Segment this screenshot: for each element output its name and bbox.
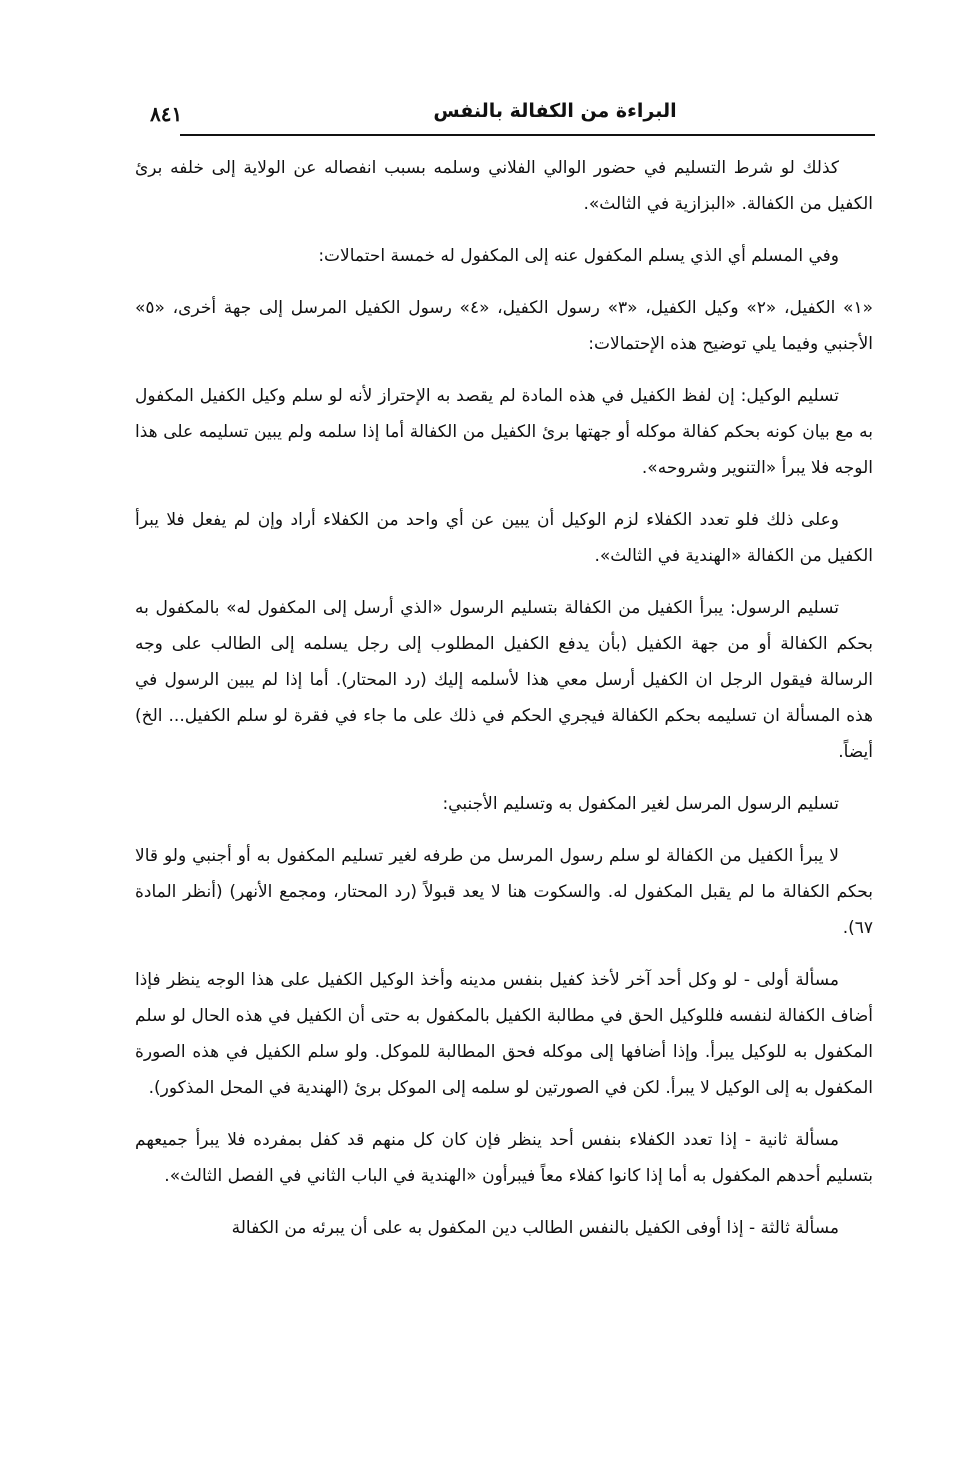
paragraph: لا يبرأ الكفيل من الكفالة لو سلم رسول المرسل من طرفه لغير تسليم المكفول به أو أجنبي ولو قالا بحكم الكفالة ما لم يقبل المكفول له. والسكوت هنا لا يعد قبولاً (رد المحتار، ومجمع الأنهر) (أنظر المادة ٦٧).	[135, 846, 873, 938]
paragraph: مسألة ثالثة - إذا أوفى الكفيل بالنفس الطالب دين المكفول به على أن يبرئه من الكفالة	[231, 1218, 839, 1238]
paragraph: وفي المسلم أي الذي يسلم المكفول عنه إلى المكفول له خمسة احتمالات:	[318, 246, 839, 266]
paragraph: مسألة أولى - لو وكل أحد آخر لأخذ كفيل بنفس مدينه وأخذ الوكيل الكفيل على هذا الوجه ينظر فإذا أضاف الكفالة لنفسه فللوكيل الحق في مطالبة الكفيل بالمكفول به حتى أن الكفيل في هذه الحال لو سلم المكفول به للوكيل يبرأ. وإذا أضافها إلى موكله فحق المطالبة للموكل. ولو سلم الكفيل في هذه الصورة المكفول به إلى الوكيل لا يبرأ. لكن في الصورتين لو سلمه إلى الموكل برئ (الهندية في المحل المذكور).	[135, 970, 873, 1098]
paragraph: كذلك لو شرط التسليم في حضور الوالي الفلاني وسلمه بسبب انفصاله عن الولاية إلى خلفه برئ الكفيل من الكفالة. «البزازية في الثالث».	[135, 158, 873, 214]
page-header	[135, 92, 875, 136]
paragraph: وعلى ذلك فلو تعدد الكفلاء لزم الوكيل أن يبين عن أي واحد من الكفلاء أراد وإن لم يفعل فلا يبرأ الكفيل من الكفالة «الهندية في الثالث».	[135, 510, 873, 566]
paragraph: تسليم الرسول: يبرأ الكفيل من الكفالة بتسليم الرسول «الذي أرسل إلى المكفول له» بالمكفول به بحكم الكفالة أو من جهة الكفيل (بأن يدفع الكفيل المطلوب إلى رجل يسلمه إلى الطالب على وجه الرسالة فيقول الرجل ان الكفيل أرسل معي هذا لأسلمه إليك (رد المحتار). أما إذا لم يبين الرسول في هذه المسألة ان تسليمه بحكم الكفالة فيجري الحكم في ذلك على ما جاء في فقرة لو سلم الكفيل... الخ) أيضاً.	[135, 598, 873, 762]
body-text	[135, 150, 873, 1260]
running-title: البراءة من الكفالة بالنفس	[433, 100, 677, 122]
paragraph: تسليم الوكيل: إن لفظ الكفيل في هذه المادة لم يقصد به الإحتراز لأنه لو سلم وكيل الكفيل المكفول به مع بيان كونه بحكم كفالة موكله أو جهتها برئ الكفيل من الكفالة أما إذا سلمه ولم يبين تسليمه على هذا الوجه فلا يبرأ «التنوير وشروحه».	[135, 386, 873, 478]
header-rule	[180, 134, 875, 136]
paragraph: «١» الكفيل، «٢» وكيل الكفيل، «٣» رسول الكفيل، «٤» رسول الكفيل المرسل إلى جهة أخرى، «٥» الأجنبي وفيما يلي توضيح هذه الإحتمالات:	[135, 298, 873, 354]
paragraph: مسألة ثانية - إذا تعدد الكفلاء بنفس أحد ينظر فإن كان كل منهم قد كفل بمفرده فلا يبرأ جميعهم بتسليم أحدهم المكفول به أما إذا كانوا كفلاء معاً فيبرأون «الهندية في الباب الثاني في الفصل الثالث».	[135, 1130, 873, 1186]
paragraph: تسليم الرسول المرسل لغير المكفول به وتسليم الأجنبي:	[442, 794, 839, 814]
page-number: ٨٤١	[150, 102, 183, 126]
